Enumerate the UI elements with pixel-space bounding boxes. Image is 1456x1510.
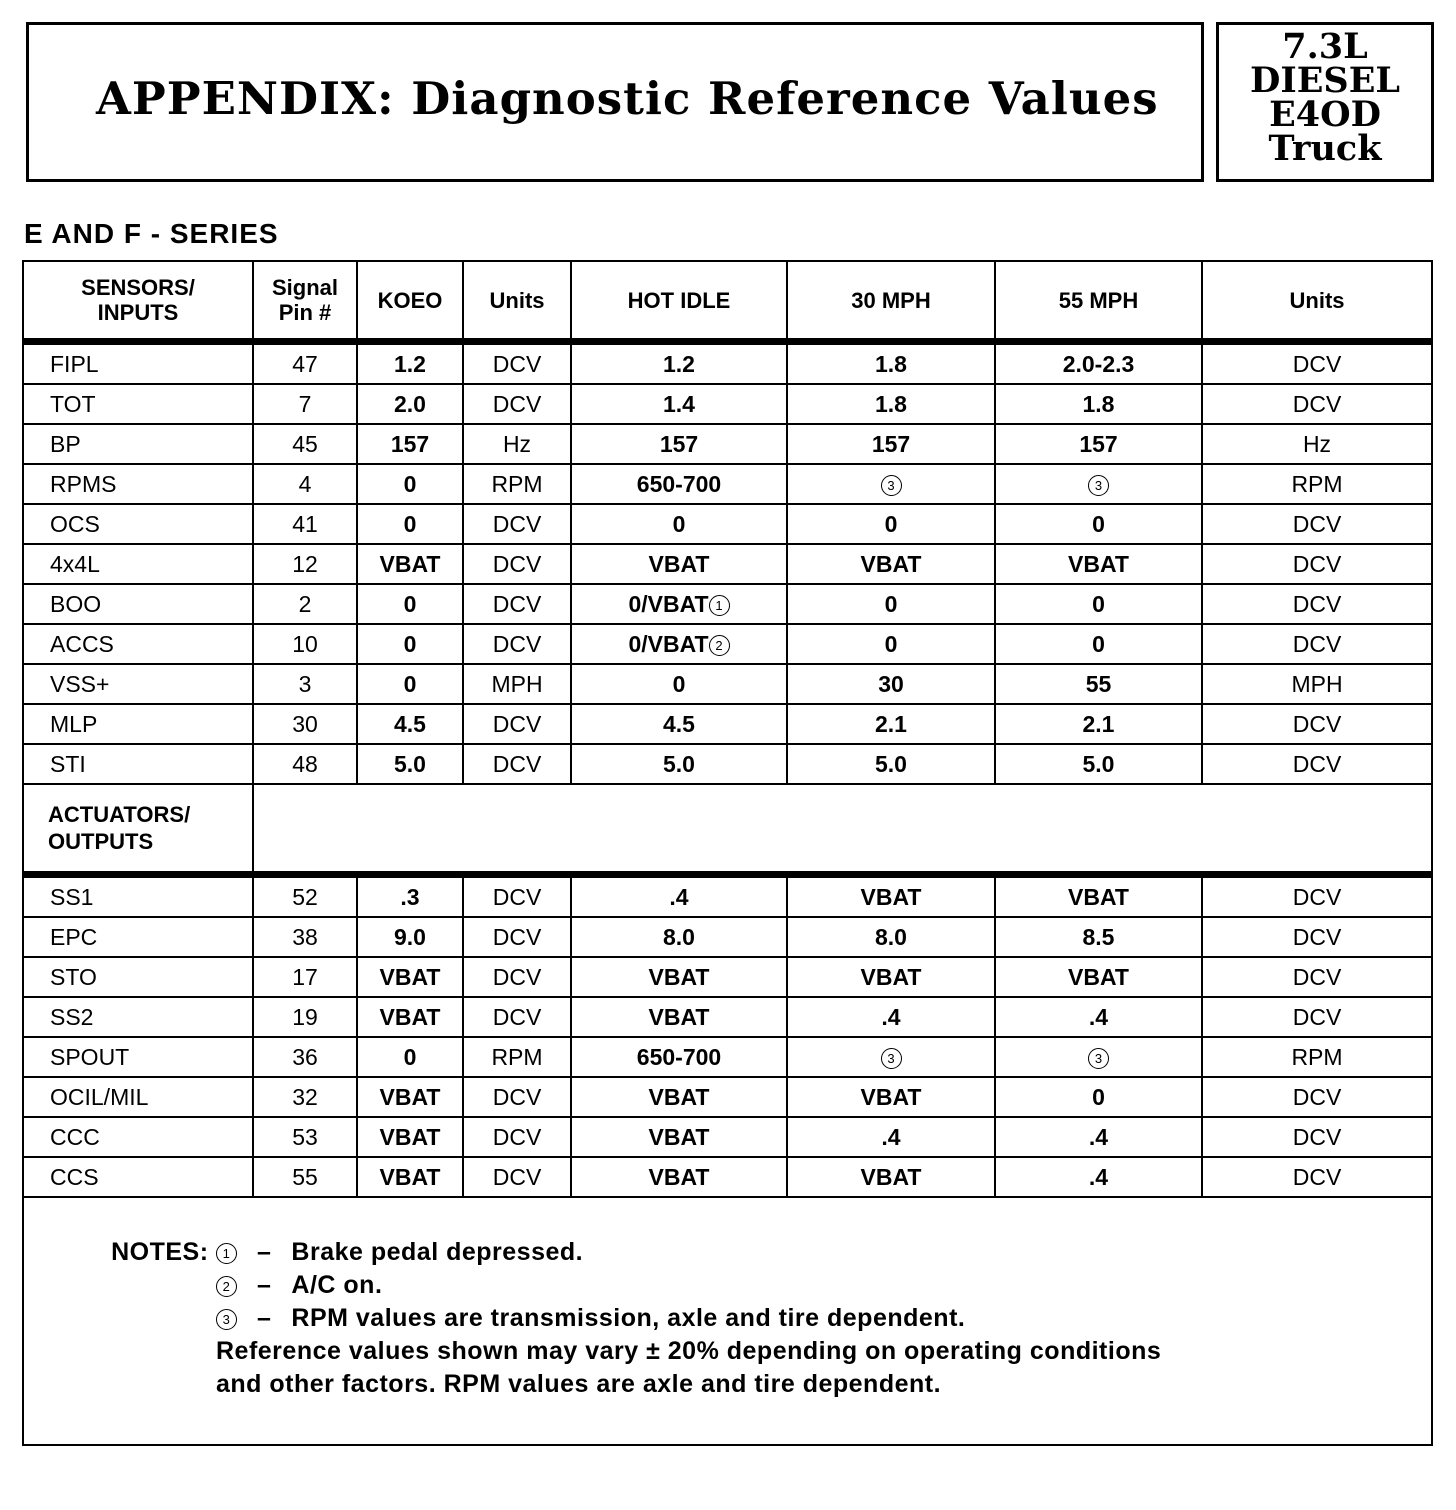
signal-pin: 19 [253,997,357,1037]
mph55-value: .4 [995,1157,1202,1197]
units-value: DCV [463,997,571,1037]
table-row [23,664,1432,704]
signal-pin: 17 [253,957,357,997]
header-sensors-inputs: SENSORS/ INPUTS [23,261,253,342]
signal-name: SS1 [23,875,253,918]
mph30-value: 0 [787,584,995,624]
units2-value: DCV [1202,704,1432,744]
koeo-value: 1.2 [357,342,463,385]
units-value: DCV [463,584,571,624]
signal-pin: 41 [253,504,357,544]
units-value: RPM [463,1037,571,1077]
header-55-mph: 55 MPH [995,261,1202,342]
signal-pin: 10 [253,624,357,664]
signal-pin: 52 [253,875,357,918]
footnote-marker: 1 [709,595,730,616]
signal-name: ACCS [23,624,253,664]
page-title: APPENDIX: Diagnostic Reference Values [96,72,1159,125]
header-koeo: KOEO [357,261,463,342]
section-heading: E AND F - SERIES [24,218,279,249]
mph55-value: 0 [995,1077,1202,1117]
hot-idle-value: 0 [571,504,787,544]
hot-idle-value: 0/VBAT 2 [571,624,787,664]
table-row [23,1117,1432,1157]
units2-value: Hz [1202,424,1432,464]
outputs-label-fill [253,784,1432,875]
hot-idle-value: VBAT [571,544,787,584]
table-row [23,1157,1432,1197]
mph55-value: VBAT [995,544,1202,584]
inputs-section [23,342,1432,785]
table-row [23,342,1432,385]
mph30-value: VBAT [787,1077,995,1117]
signal-name: EPC [23,917,253,957]
badge-line: Truck [1268,128,1382,169]
mph30-value: .4 [787,997,995,1037]
koeo-value: VBAT [357,997,463,1037]
hot-idle-value: 0 [571,664,787,704]
footnote-marker: 2 [709,635,730,656]
note-text: Brake pedal depressed. [291,1238,584,1266]
header-hot-idle: HOT IDLE [571,261,787,342]
note-dash: – [257,1304,272,1332]
note-dash: – [257,1238,272,1266]
table-row [23,584,1432,624]
note-symbol: 3 [216,1309,237,1330]
notes-row [23,1197,1432,1445]
units-value: DCV [463,917,571,957]
table-row [23,624,1432,664]
badge-line: E4OD [1269,94,1381,135]
koeo-value: 0 [357,464,463,504]
hot-idle-value: 0/VBAT 1 [571,584,787,624]
signal-name: SPOUT [23,1037,253,1077]
units-value: DCV [463,1077,571,1117]
units-value: DCV [463,384,571,424]
hot-idle-value: 1.2 [571,342,787,385]
units2-value: DCV [1202,624,1432,664]
signal-pin: 36 [253,1037,357,1077]
units-value: DCV [463,342,571,385]
mph55-value: 1.8 [995,384,1202,424]
hot-idle-value: 8.0 [571,917,787,957]
units2-value: MPH [1202,664,1432,704]
units2-value: DCV [1202,744,1432,784]
header-units-2: Units [1202,261,1432,342]
hot-idle-value: VBAT [571,997,787,1037]
hot-idle-value: 4.5 [571,704,787,744]
units2-value: DCV [1202,1077,1432,1117]
outputs-label-row [23,784,1432,875]
mph55-value: 157 [995,424,1202,464]
units2-value: DCV [1202,1157,1432,1197]
footnote-marker: 3 [1088,1048,1109,1069]
mph30-value: .4 [787,1117,995,1157]
signal-name: STI [23,744,253,784]
table-row [23,917,1432,957]
units2-value: RPM [1202,1037,1432,1077]
units2-value: DCV [1202,504,1432,544]
units2-value: DCV [1202,584,1432,624]
mph55-value: 0 [995,584,1202,624]
signal-name: MLP [23,704,253,744]
units-value: RPM [463,464,571,504]
signal-pin: 38 [253,917,357,957]
mph30-value: 1.8 [787,342,995,385]
note-text: RPM values are transmission, axle and tire dependent. [291,1304,966,1332]
koeo-value: 0 [357,584,463,624]
note-text: A/C on. [291,1271,383,1299]
mph30-value: 8.0 [787,917,995,957]
table-row [23,464,1432,504]
koeo-value: VBAT [357,544,463,584]
mph55-value: 2.0-2.3 [995,342,1202,385]
hot-idle-value: VBAT [571,1157,787,1197]
outputs-section [23,875,1432,1198]
note-footer-line: and other factors. RPM values are axle and tire dependent. [216,1370,942,1398]
units-value: Hz [463,424,571,464]
mph55-value: 5.0 [995,744,1202,784]
badge-line: DIESEL [1250,60,1400,101]
signal-name: FIPL [23,342,253,385]
signal-name: SS2 [23,997,253,1037]
header-units: Units [463,261,571,342]
table-row [23,875,1432,918]
units2-value: DCV [1202,342,1432,385]
table-row [23,704,1432,744]
koeo-value: 0 [357,664,463,704]
hot-idle-value: 5.0 [571,744,787,784]
units-value: DCV [463,504,571,544]
units-value: DCV [463,544,571,584]
mph55-value: .4 [995,997,1202,1037]
koeo-value: 0 [357,504,463,544]
mph30-value: 1.8 [787,384,995,424]
signal-name: OCIL/MIL [23,1077,253,1117]
note-symbol: 2 [216,1276,237,1297]
footnote-marker: 3 [881,1048,902,1069]
mph30-value [787,464,995,504]
signal-name: CCC [23,1117,253,1157]
vehicle-badge [1219,26,1431,169]
mph30-value [787,1037,995,1077]
signal-pin: 4 [253,464,357,504]
units2-value: DCV [1202,875,1432,918]
koeo-value: 2.0 [357,384,463,424]
units2-value: DCV [1202,1117,1432,1157]
mph30-value: VBAT [787,544,995,584]
signal-name: OCS [23,504,253,544]
mph30-value: 30 [787,664,995,704]
note-symbol: 1 [216,1243,237,1264]
signal-pin: 55 [253,1157,357,1197]
koeo-value: 0 [357,624,463,664]
mph30-value: 0 [787,624,995,664]
table-row [23,384,1432,424]
table-row [23,544,1432,584]
mph55-value: 55 [995,664,1202,704]
units2-value: DCV [1202,544,1432,584]
reference-values-table [22,260,1433,1446]
signal-pin: 32 [253,1077,357,1117]
units2-value: RPM [1202,464,1432,504]
notes [24,1236,1431,1401]
koeo-value: 5.0 [357,744,463,784]
notes-cell [23,1197,1432,1445]
hot-idle-value: VBAT [571,957,787,997]
notes-section [23,1197,1432,1445]
units-value: DCV [463,957,571,997]
signal-name: CCS [23,1157,253,1197]
units2-value: DCV [1202,917,1432,957]
actuators-outputs-label: ACTUATORS/ OUTPUTS [23,784,253,875]
signal-name: RPMS [23,464,253,504]
signal-pin: 45 [253,424,357,464]
units2-value: DCV [1202,997,1432,1037]
koeo-value: 9.0 [357,917,463,957]
units-value: DCV [463,744,571,784]
koeo-value: 4.5 [357,704,463,744]
units2-value: DCV [1202,957,1432,997]
mph55-value: VBAT [995,957,1202,997]
mph30-value: VBAT [787,1157,995,1197]
mph30-value: 5.0 [787,744,995,784]
mph55-value [995,464,1202,504]
signal-pin: 47 [253,342,357,385]
signal-name: BOO [23,584,253,624]
hot-idle-value: .4 [571,875,787,918]
hot-idle-value: 157 [571,424,787,464]
signal-name: 4x4L [23,544,253,584]
koeo-value: 0 [357,1037,463,1077]
signal-pin: 53 [253,1117,357,1157]
mph30-value: 157 [787,424,995,464]
header-30-mph: 30 MPH [787,261,995,342]
mph55-value: VBAT [995,875,1202,918]
table-row [23,744,1432,784]
hot-idle-value: VBAT [571,1117,787,1157]
note-line [24,1302,1431,1335]
outputs-label-section [23,784,1432,875]
note-footer-line: Reference values shown may vary ± 20% depending on operating conditions [216,1337,1162,1365]
signal-name: VSS+ [23,664,253,704]
table-header-row [23,261,1432,342]
footnote-marker: 3 [881,475,902,496]
koeo-value: VBAT [357,1077,463,1117]
koeo-value: VBAT [357,1117,463,1157]
units2-value: DCV [1202,384,1432,424]
mph55-value [995,1037,1202,1077]
koeo-value: 157 [357,424,463,464]
mph30-value: 0 [787,504,995,544]
header-signal-pin: Signal Pin # [253,261,357,342]
hot-idle-value: 650-700 [571,1037,787,1077]
mph30-value: VBAT [787,957,995,997]
koeo-value: VBAT [357,957,463,997]
signal-pin: 2 [253,584,357,624]
mph30-value: VBAT [787,875,995,918]
mph30-value: 2.1 [787,704,995,744]
mph55-value: 2.1 [995,704,1202,744]
signal-name: STO [23,957,253,997]
units-value: DCV [463,1157,571,1197]
table-row [23,424,1432,464]
units-value: DCV [463,875,571,918]
signal-name: BP [23,424,253,464]
signal-pin: 48 [253,744,357,784]
table-row [23,504,1432,544]
note-line [24,1269,1431,1302]
footnote-marker: 3 [1088,475,1109,496]
signal-pin: 3 [253,664,357,704]
koeo-value: .3 [357,875,463,918]
mph55-value: 0 [995,504,1202,544]
mph55-value: .4 [995,1117,1202,1157]
table-row [23,1037,1432,1077]
mph55-value: 8.5 [995,917,1202,957]
note-line [24,1236,1431,1269]
signal-pin: 30 [253,704,357,744]
mph55-value: 0 [995,624,1202,664]
note-dash: – [257,1271,272,1299]
signal-name: TOT [23,384,253,424]
signal-pin: 12 [253,544,357,584]
koeo-value: VBAT [357,1157,463,1197]
table-row [23,957,1432,997]
badge-line: 7.3L [1282,26,1368,67]
notes-label: NOTES: [111,1238,209,1266]
units-value: DCV [463,704,571,744]
hot-idle-value: 650-700 [571,464,787,504]
signal-pin: 7 [253,384,357,424]
table-row [23,1077,1432,1117]
units-value: DCV [463,1117,571,1157]
hot-idle-value: 1.4 [571,384,787,424]
units-value: DCV [463,624,571,664]
table-row [23,997,1432,1037]
hot-idle-value: VBAT [571,1077,787,1117]
units-value: MPH [463,664,571,704]
